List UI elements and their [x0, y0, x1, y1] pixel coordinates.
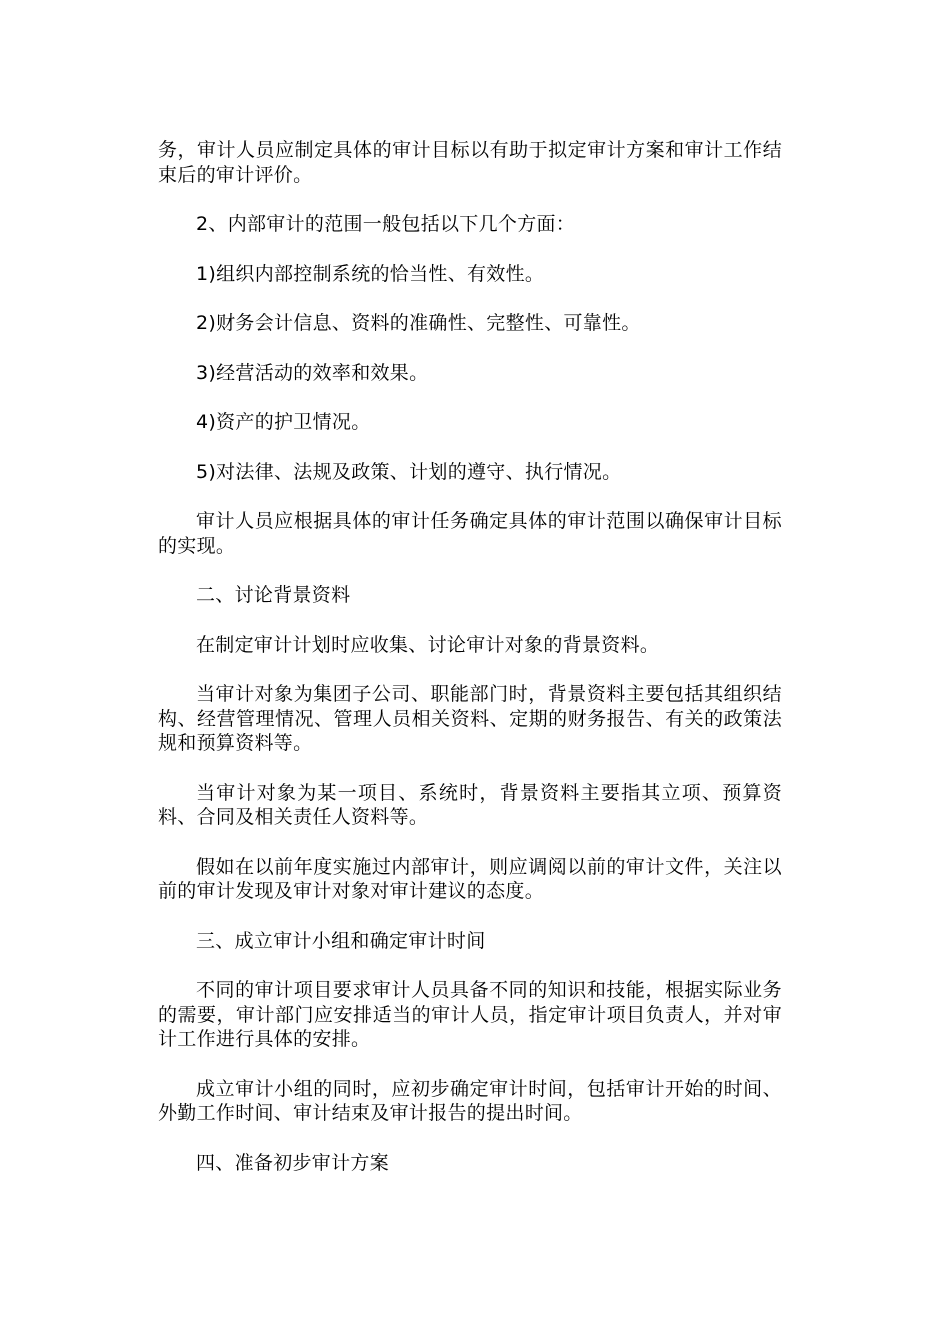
- section-heading-2: 二、讨论背景资料: [196, 584, 351, 606]
- paragraph-continuation: 务，审计人员应制定具体的审计目标以有助于拟定审计方案和审计工作结束后的审计评价。: [158, 139, 782, 186]
- paragraph-background-subsidiary: 当审计对象为集团子公司、职能部门时，背景资料主要包括其组织结构、经营管理情况、管理人员相关资料、定期的财务报告、有关的政策法规和预算资料等。: [158, 683, 782, 754]
- document-body: [158, 138, 782, 1200]
- paragraph-scope-intro: 2、内部审计的范围一般包括以下几个方面：: [196, 213, 576, 235]
- section-heading-4: 四、准备初步审计方案: [196, 1151, 390, 1174]
- paragraph-team-staffing: 不同的审计项目要求审计人员具备不同的知识和技能，根据实际业务的需要，审计部门应安排适当的审计人员，指定审计项目负责人，并对审计工作进行具体的安排。: [158, 979, 782, 1050]
- paragraph-background-prior: 假如在以前年度实施过内部审计，则应调阅以前的审计文件，关注以前的审计发现及审计对象对审计建议的态度。: [158, 855, 782, 902]
- list-item-scope-2: 2)财务会计信息、资料的准确性、完整性、可靠性。: [196, 312, 641, 334]
- section-heading-3: 三、成立审计小组和确定审计时间: [196, 929, 486, 952]
- list-item-scope-5: 5)对法律、法规及政策、计划的遵守、执行情况。: [196, 460, 622, 483]
- paragraph-background-project: 当审计对象为某一项目、系统时，背景资料主要指其立项、预算资料、合同及相关责任人资料等。: [158, 781, 782, 828]
- list-item-scope-3: 3)经营活动的效率和效果。: [196, 361, 429, 384]
- paragraph-team-timing: 成立审计小组的同时，应初步确定审计时间，包括审计开始的时间、外勤工作时间、审计结束及审计报告的提出时间。: [158, 1077, 782, 1124]
- list-item-scope-1: 1)组织内部控制系统的恰当性、有效性。: [196, 262, 545, 285]
- paragraph-background-intro: 在制定审计计划时应收集、讨论审计对象的背景资料。: [196, 633, 660, 656]
- list-item-scope-4: 4)资产的护卫情况。: [196, 411, 371, 433]
- paragraph-scope-conclusion: 审计人员应根据具体的审计任务确定具体的审计范围以确保审计目标的实现。: [158, 510, 782, 557]
